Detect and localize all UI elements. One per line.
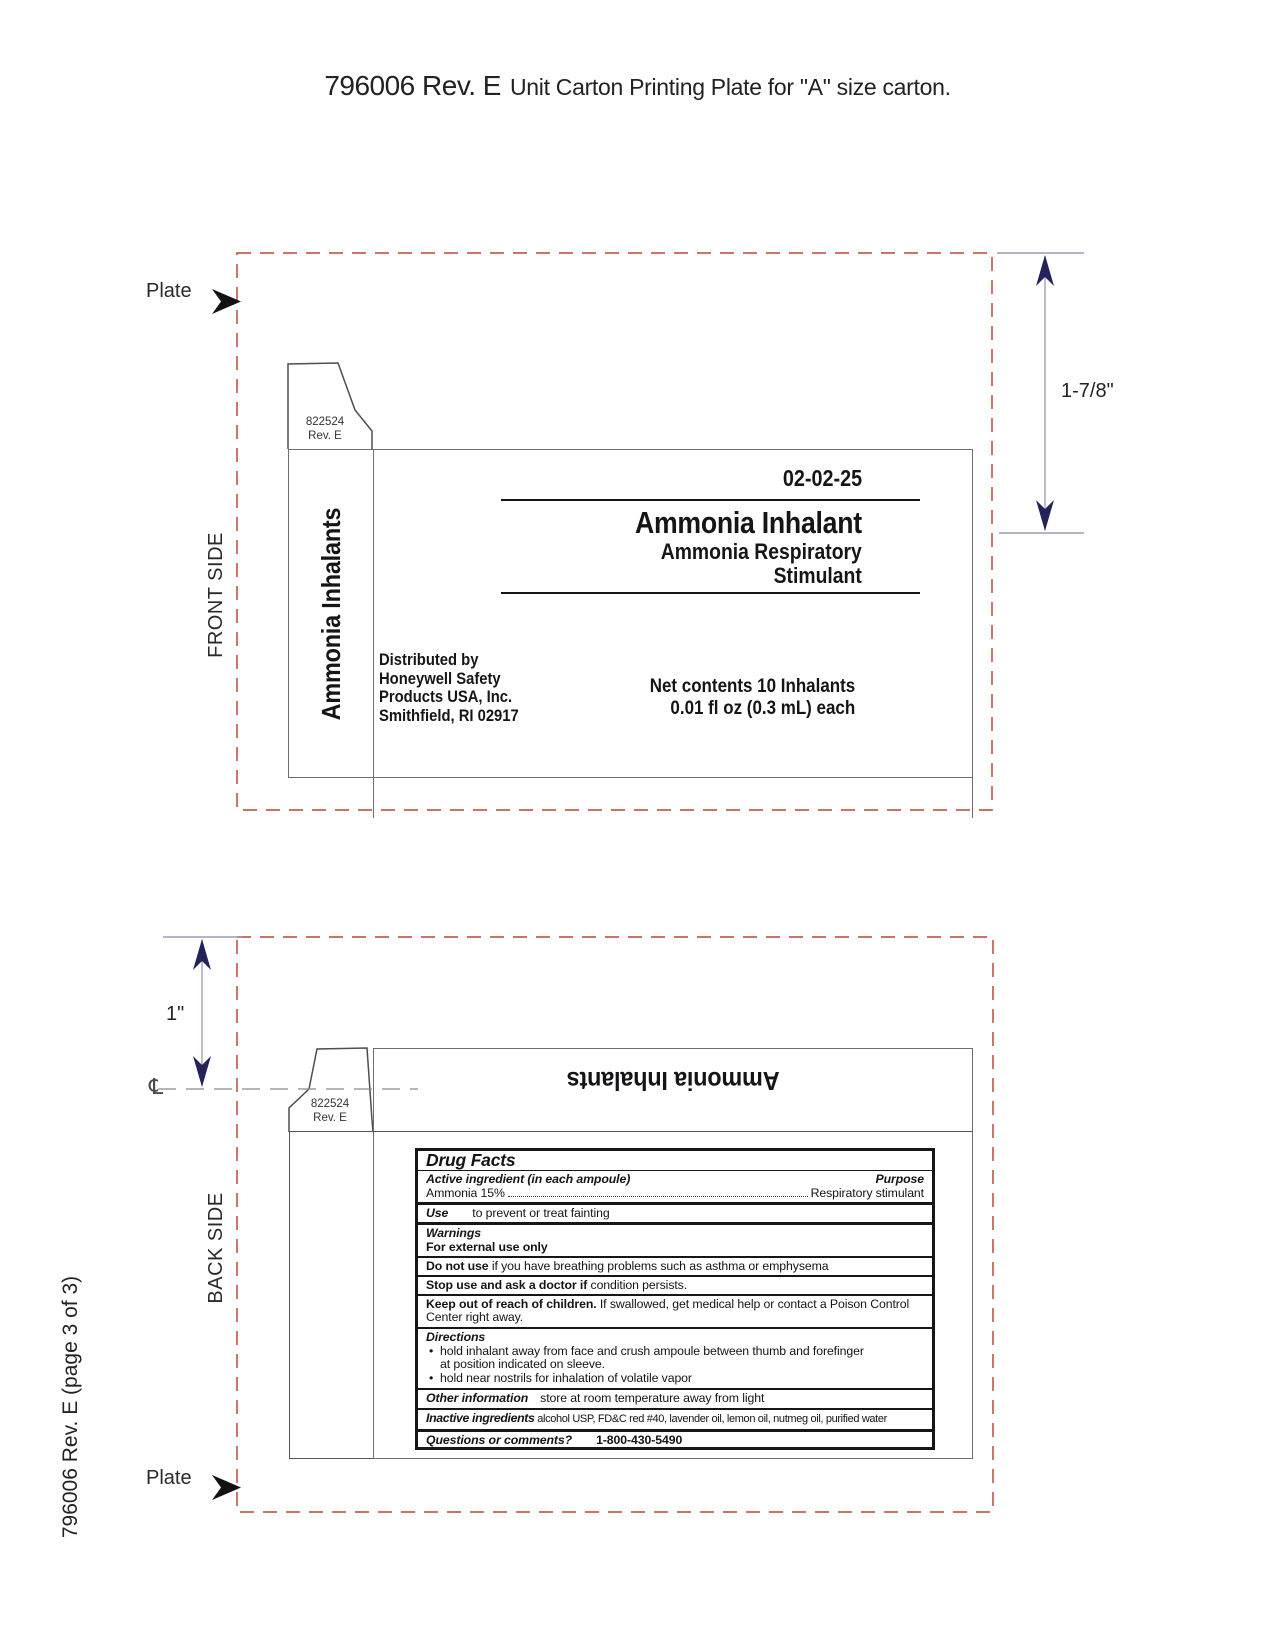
distributor-block xyxy=(379,651,519,725)
front-flap-code xyxy=(290,415,360,443)
back-flap-code-number: 822524 xyxy=(310,1098,350,1110)
distributor-line: Products USA, Inc. xyxy=(379,687,513,706)
back-fold-line xyxy=(289,1131,973,1132)
distributor-line: Honeywell Safety xyxy=(379,668,501,688)
stop-use-section xyxy=(418,1277,932,1295)
back-plate-arrow-icon xyxy=(212,1475,241,1500)
warnings-section xyxy=(418,1225,932,1256)
other-information-label: Other information xyxy=(426,1391,529,1406)
back-flap-code-rev: Rev. E xyxy=(313,1112,347,1124)
back-bottom-edge-segment xyxy=(289,1458,373,1459)
directions-bullet-1: • hold inhalant away from face and crush ampoule between thumb and forefinger xyxy=(426,1345,924,1359)
drug-facts-box xyxy=(415,1148,935,1450)
front-flap-code-number: 822524 xyxy=(305,416,345,428)
page-revision-note: 796006 Rev. E (page 3 of 3) xyxy=(59,1275,82,1539)
net-contents-line2: 0.01 fl oz (0.3 mL) each xyxy=(670,697,855,719)
dotted-leader xyxy=(508,1196,808,1197)
purpose-label: Purpose xyxy=(875,1171,924,1186)
page-title-number: 796006 Rev. E xyxy=(324,70,501,101)
directions-bullet-2: • hold near nostrils for inhalation of volatile vapor xyxy=(426,1372,924,1386)
inactive-ingredients-text: alcohol USP, FD&C red #40, lavender oil, lemon oil, nutmeg oil, purified water xyxy=(537,1413,887,1426)
distributor-line: Distributed by xyxy=(379,650,479,669)
drug-facts-heading: Drug Facts xyxy=(426,1150,516,1170)
product-subtitle-line1: Ammonia Respiratory xyxy=(660,539,862,564)
back-left-edge xyxy=(289,1132,290,1459)
active-ingredient-label: Active ingredient (in each ampoule) xyxy=(426,1171,631,1186)
product-subtitle xyxy=(661,540,862,587)
centerline-symbol: ℄ xyxy=(149,1075,164,1100)
other-information-section xyxy=(418,1390,932,1408)
product-subtitle-line2: Stimulant xyxy=(773,562,862,588)
directions-label: Directions xyxy=(426,1330,486,1345)
use-label: Use xyxy=(426,1205,449,1220)
page-title xyxy=(0,70,1275,102)
back-plate-label: Plate xyxy=(146,1467,192,1489)
back-side-label: BACK SIDE xyxy=(204,1192,227,1304)
back-dim-arrow-up xyxy=(193,939,211,970)
front-plate-arrow-icon xyxy=(212,289,241,314)
do-not-use-text: if you have breathing problems such as asthma or emphysema xyxy=(488,1258,829,1273)
purpose-value: Respiratory stimulant xyxy=(810,1185,924,1200)
back-flap-code xyxy=(295,1097,365,1125)
active-ingredient-name: Ammonia 15% xyxy=(426,1185,505,1200)
title-rule-top xyxy=(501,499,920,501)
active-ingredient-section xyxy=(418,1171,932,1202)
front-dim-arrow-down xyxy=(1036,500,1054,531)
external-use-text: For external use only xyxy=(426,1239,548,1254)
page-title-description: Unit Carton Printing Plate for "A" size carton. xyxy=(509,74,951,100)
lot-date: 02-02-25 xyxy=(782,465,862,491)
questions-label: Questions or comments? xyxy=(426,1432,573,1447)
do-not-use-label: Do not use xyxy=(426,1258,489,1273)
product-title: Ammonia Inhalant xyxy=(635,505,862,540)
questions-section xyxy=(418,1432,932,1450)
stop-use-label: Stop use and ask a doctor if xyxy=(426,1277,588,1292)
back-dim-arrow-down xyxy=(193,1056,211,1087)
front-dim-arrow-up xyxy=(1036,255,1054,286)
back-dimension-label: 1" xyxy=(166,1003,185,1025)
back-panel-product-name-inverted: Ammonia Inhalants xyxy=(566,1066,780,1096)
directions-section xyxy=(418,1329,932,1387)
keep-out-label: Keep out of reach of children. xyxy=(426,1296,597,1311)
front-plate-label: Plate xyxy=(146,280,192,302)
other-information-text: store at room temperature away from light xyxy=(540,1391,765,1406)
front-side-label: FRONT SIDE xyxy=(204,532,227,658)
keep-out-section xyxy=(418,1296,932,1327)
use-text: to prevent or treat fainting xyxy=(472,1205,610,1220)
front-flap-code-rev: Rev. E xyxy=(308,430,342,442)
questions-phone-number: 1-800-430-5490 xyxy=(596,1432,683,1447)
back-panel-title-area xyxy=(373,1048,973,1131)
front-right-edge-extension xyxy=(972,778,973,818)
directions-bullet-1-cont: at position indicated on sleeve. xyxy=(440,1357,605,1372)
title-rule-bottom xyxy=(501,592,920,594)
net-contents-line1: Net contents 10 Inhalants xyxy=(649,675,855,697)
keep-out-text: If swallowed, get medical help or contact a Poison Control Center right away. xyxy=(426,1296,910,1325)
distributor-line: Smithfield, RI 02917 xyxy=(379,705,519,725)
front-spine-product-name: Ammonia Inhalants xyxy=(315,507,346,721)
stop-use-text: condition persists. xyxy=(587,1277,688,1292)
warnings-label: Warnings xyxy=(426,1225,481,1240)
net-contents xyxy=(649,675,855,719)
use-section xyxy=(418,1205,932,1223)
inactive-ingredients-label: Inactive ingredients xyxy=(426,1411,535,1426)
front-main-panel xyxy=(373,449,973,778)
do-not-use-section xyxy=(418,1258,932,1276)
front-dimension-label: 1-7/8" xyxy=(1061,380,1114,402)
inactive-ingredients-section xyxy=(418,1410,932,1429)
